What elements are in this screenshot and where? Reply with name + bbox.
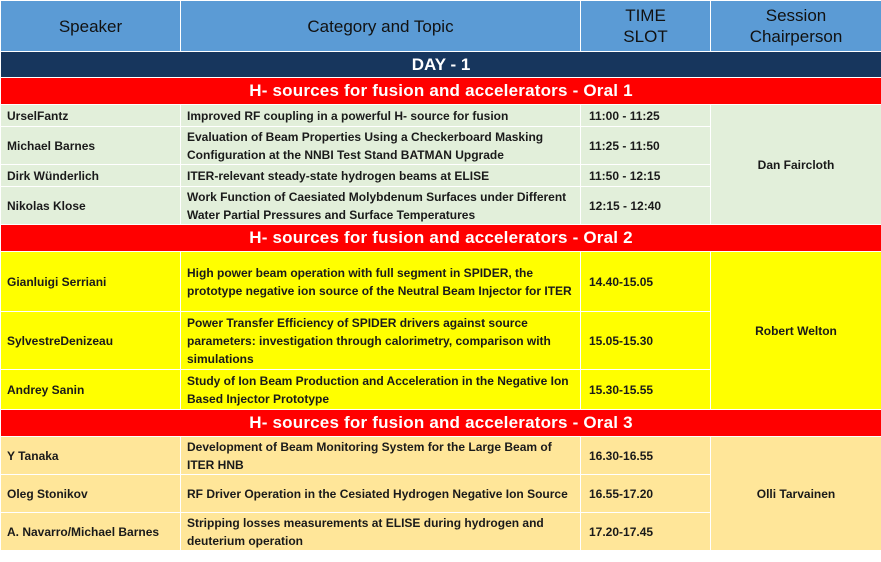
chair-cell: Robert Welton (711, 252, 881, 410)
topic-cell: Work Function of Caesiated Molybdenum Surfaces under Different Water Partial Pressures and Surface Temperatures (181, 187, 581, 225)
day-row (1, 52, 881, 78)
table-row (1, 437, 881, 475)
topic-cell: High power beam operation with full segment in SPIDER, the prototype negative ion source of the Neutral Beam Injector for ITER (181, 252, 581, 312)
speaker-cell: Gianluigi Serriani (1, 252, 181, 312)
header-chair: Session Chairperson (711, 1, 881, 52)
table-row (1, 105, 881, 127)
speaker-cell: SylvestreDenizeau (1, 312, 181, 370)
day-label: DAY - 1 (1, 52, 881, 78)
session-title: H- sources for fusion and accelerators - Oral 3 (1, 410, 881, 437)
session-title-row (1, 225, 881, 252)
chair-cell: Dan Faircloth (711, 105, 881, 225)
header-time: TIME SLOT (581, 1, 711, 52)
speaker-cell: Dirk Wünderlich (1, 165, 181, 187)
time-cell: 12:15 - 12:40 (581, 187, 711, 225)
header-row (1, 1, 881, 52)
speaker-cell: Y Tanaka (1, 437, 181, 475)
topic-cell: Development of Beam Monitoring System for the Large Beam of ITER HNB (181, 437, 581, 475)
time-cell: 17.20-17.45 (581, 513, 711, 551)
topic-cell: Improved RF coupling in a powerful H- source for fusion (181, 105, 581, 127)
speaker-cell: Andrey Sanin (1, 370, 181, 410)
topic-cell: RF Driver Operation in the Cesiated Hydrogen Negative Ion Source (181, 475, 581, 513)
topic-cell: Stripping losses measurements at ELISE during hydrogen and deuterium operation (181, 513, 581, 551)
chair-cell: Olli Tarvainen (711, 437, 881, 551)
time-cell: 16.30-16.55 (581, 437, 711, 475)
topic-cell: Power Transfer Efficiency of SPIDER drivers against source parameters: investigation through calorimetry, comparison with simulations (181, 312, 581, 370)
header-speaker: Speaker (1, 1, 181, 52)
topic-cell: Study of Ion Beam Production and Acceleration in the Negative Ion Based Injector Prototype (181, 370, 581, 410)
session-title-row (1, 410, 881, 437)
speaker-cell: Nikolas Klose (1, 187, 181, 225)
speaker-cell: A. Navarro/Michael Barnes (1, 513, 181, 551)
header-topic: Category and Topic (181, 1, 581, 52)
time-cell: 11:50 - 12:15 (581, 165, 711, 187)
speaker-cell: Oleg Stonikov (1, 475, 181, 513)
time-cell: 11:00 - 11:25 (581, 105, 711, 127)
time-cell: 15.05-15.30 (581, 312, 711, 370)
session-title: H- sources for fusion and accelerators - Oral 1 (1, 78, 881, 105)
topic-cell: ITER-relevant steady-state hydrogen beams at ELISE (181, 165, 581, 187)
time-cell: 11:25 - 11:50 (581, 127, 711, 165)
time-cell: 14.40-15.05 (581, 252, 711, 312)
speaker-cell: UrselFantz (1, 105, 181, 127)
time-cell: 15.30-15.55 (581, 370, 711, 410)
time-cell: 16.55-17.20 (581, 475, 711, 513)
speaker-cell: Michael Barnes (1, 127, 181, 165)
session-title: H- sources for fusion and accelerators - Oral 2 (1, 225, 881, 252)
topic-cell: Evaluation of Beam Properties Using a Checkerboard Masking Configuration at the NNBI Test Stand BATMAN Upgrade (181, 127, 581, 165)
table-row (1, 252, 881, 312)
session-title-row (1, 78, 881, 105)
